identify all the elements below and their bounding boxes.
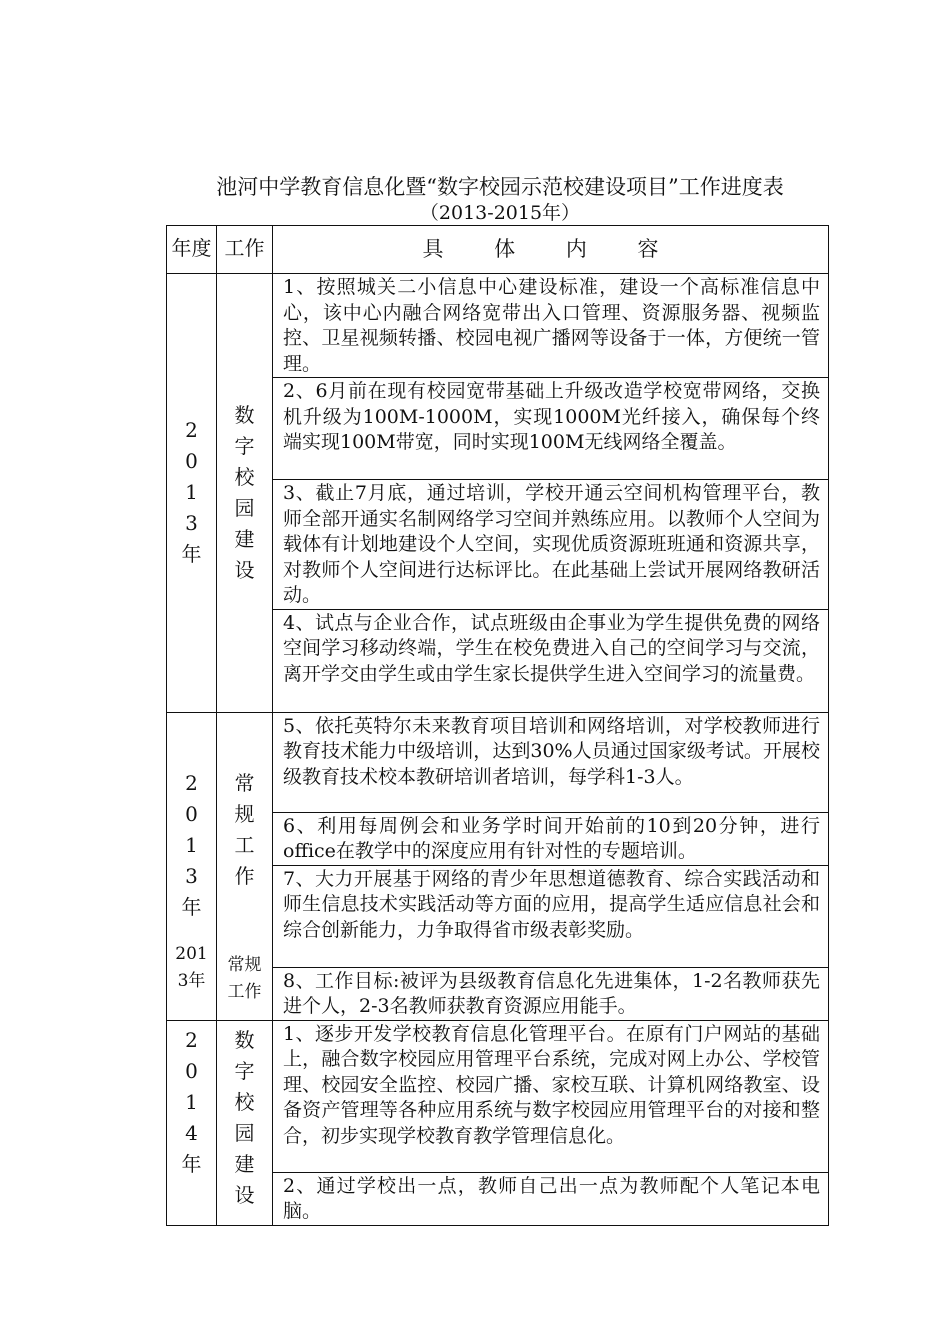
header-work: 工作: [217, 226, 273, 274]
header-content: 具 体 内 容: [273, 226, 829, 274]
header-year: 年度: [167, 226, 217, 274]
content-item: 7、大力开展基于网络的青少年思想道德教育、综合实践活动和师生信息技术实践活动等方面的应用，提高学生适应信息社会和综合创新能力，力争取得省市级表彰奖励。: [273, 865, 829, 967]
year-cell-secondary: 2013年: [175, 943, 208, 991]
table-row: [167, 1020, 829, 1172]
content-item: 8、工作目标:被评为县级教育信息化先进集体，1-2名教师获先进个人，2-3名教师获教育资源应用能手。: [273, 967, 829, 1020]
content-item: 2、通过学校出一点，教师自己出一点为教师配个人笔记本电脑。: [273, 1172, 829, 1225]
content-item: 4、试点与企业合作，试点班级由企事业为学生提供免费的网络空间学习移动终端，学生在校免费进入自己的空间学习与交流，离开学交由学生或由学生家长提供学生进入空间学习的流量费。: [273, 609, 829, 712]
table-header-row: [167, 226, 829, 274]
content-item: 2、6月前在现有校园宽带基础上升级改造学校宽带网络，交换机升级为100M-1000M，实现1000M光纤接入，确保每个终端实现100M带宽，同时实现100M无线网络全覆盖。: [273, 378, 829, 480]
work-cell: 数字校园建设: [217, 274, 273, 713]
work-cell-secondary: 常规工作: [227, 954, 262, 1002]
content-item: 1、逐步开发学校教育信息化管理平台。在原有门户网站的基础上，融合数字校园应用管理平台系统，完成对网上办公、学校管理、校园安全监控、校园广播、家校互联、计算机网络教室、设备资产管理等各种应用系统与数字校园应用管理平台的对接和整合，初步实现学校教育教学管理信息化。: [273, 1020, 829, 1172]
year-cell: 2013年: [167, 274, 217, 713]
content-item: 5、依托英特尔未来教育项目培训和网络培训，对学校教师进行教育技术能力中级培训，达到30%人员通过国家级考试。开展校级教育技术校本教研培训者培训，每学科1-3人。: [273, 712, 829, 812]
content-item: 6、利用每周例会和业务学时间开始前的10到20分钟，进行office在教学中的深度应用有针对性的专题培训。: [273, 812, 829, 865]
table-row: [167, 712, 829, 812]
year-cell: 2014年: [167, 1020, 217, 1225]
content-item: 3、截止7月底，通过培训，学校开通云空间机构管理平台，教师全部开通实名制网络学习空间并熟练应用。以教师个人空间为载体有计划地建设个人空间，实现优质资源班班通和资源共享，对教师个人空间进行达标评比。在此基础上尝试开展网络教研活动。: [273, 480, 829, 610]
work-cell: 数字校园建设: [217, 1020, 273, 1225]
year-cell: 2013年 2013年: [167, 712, 217, 1020]
progress-table: [166, 225, 829, 1226]
table-row: [167, 274, 829, 378]
document-title: 池河中学教育信息化暨“数字校园示范校建设项目”工作进度表: [216, 175, 784, 199]
work-cell: 常规工作 常规工作: [217, 712, 273, 1020]
content-item: 1、按照城关二小信息中心建设标准，建设一个高标准信息中心，该中心内融合网络宽带出入口管理、资源服务器、视频监控、卫星视频转播、校园电视广播网等设备于一体，方便统一管理。: [273, 274, 829, 378]
document-subtitle: （2013-2015年）: [419, 202, 581, 224]
